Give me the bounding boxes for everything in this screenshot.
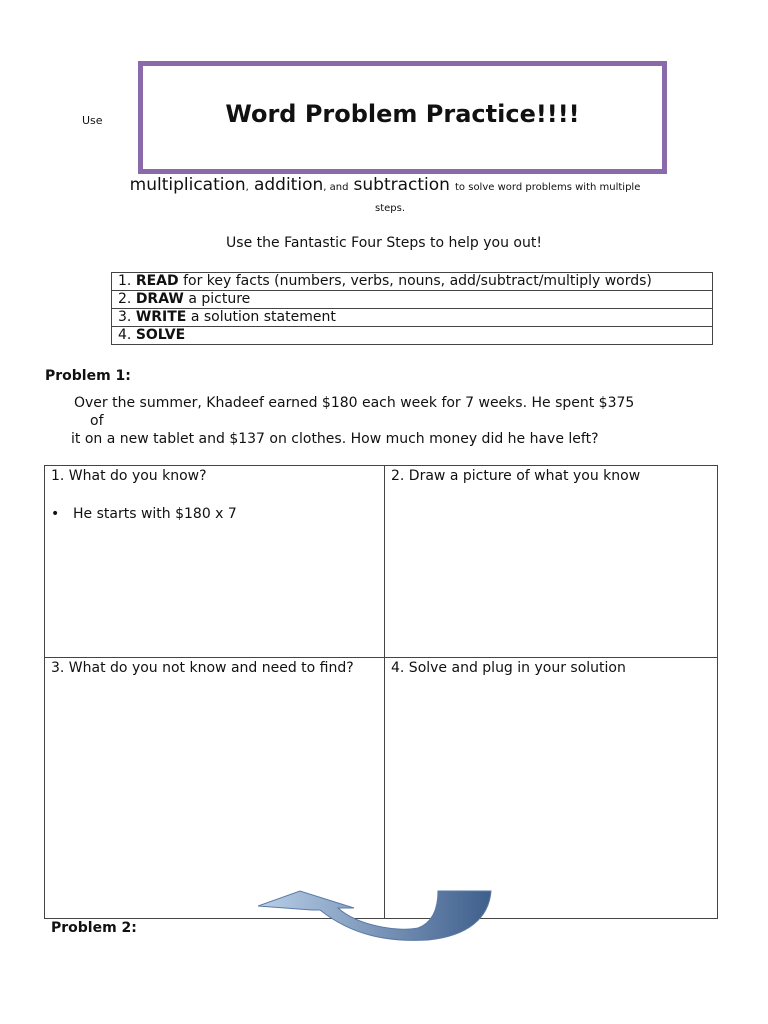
- problem-1-line-2: of: [90, 413, 104, 429]
- step-keyword: SOLVE: [135, 327, 186, 343]
- curved-arrow-icon: [258, 888, 494, 942]
- grid-cell-solve[interactable]: [385, 658, 717, 918]
- step-row: [112, 291, 713, 309]
- step-row: [112, 327, 713, 345]
- bullet-icon: •: [51, 506, 60, 522]
- op-separator-2: , and: [323, 182, 349, 193]
- step-number: 3.: [118, 309, 132, 325]
- grid-cell-know[interactable]: [45, 466, 385, 658]
- problem-1-grid: [44, 465, 718, 919]
- problem-1-heading: Problem 1:: [45, 368, 131, 384]
- step-number: 4.: [118, 327, 132, 343]
- step-row: [112, 309, 713, 327]
- op-addition: addition: [253, 175, 324, 195]
- op-separator-1: ,: [245, 182, 249, 193]
- step-text: a solution statement: [190, 309, 336, 325]
- step-text: a picture: [188, 291, 251, 307]
- use-label: Use: [82, 114, 103, 127]
- step-keyword: DRAW: [135, 291, 184, 307]
- list-item: [51, 505, 378, 523]
- step-keyword: READ: [135, 273, 179, 289]
- op-subtraction: subtraction: [353, 175, 450, 195]
- op-multiplication: multiplication: [129, 175, 246, 195]
- title-box: [138, 61, 667, 174]
- problem-1-line-1: Over the summer, Khadeef earned $180 each week for 7 weeks. He spent $375: [74, 395, 635, 411]
- grid-question-4: 4. Solve and plug in your solution: [391, 660, 626, 676]
- grid-question-1: 1. What do you know?: [51, 468, 207, 484]
- step-number: 1.: [118, 273, 132, 289]
- grid-cell-find[interactable]: [45, 658, 385, 918]
- bullet-text: He starts with $180 x 7: [73, 506, 237, 522]
- operations-line: [40, 174, 730, 199]
- grid-cell-draw[interactable]: [385, 466, 717, 658]
- steps-table: [111, 272, 713, 345]
- operations-tail-continued: steps.: [374, 203, 406, 214]
- fantastic-four-line: Use the Fantastic Four Steps to help you out!: [226, 235, 542, 251]
- step-text: for key facts (numbers, verbs, nouns, add/subtract/multiply words): [183, 273, 652, 289]
- grid-question-2: 2. Draw a picture of what you know: [391, 468, 641, 484]
- step-number: 2.: [118, 291, 132, 307]
- step-keyword: WRITE: [135, 309, 187, 325]
- problem-2-heading: Problem 2:: [51, 920, 137, 936]
- page-title: Word Problem Practice!!!!: [225, 99, 580, 128]
- step-row: [112, 273, 713, 291]
- operations-tail: to solve word problems with multiple: [455, 182, 641, 193]
- problem-1-line-3: it on a new tablet and $137 on clothes. How much money did he have left?: [71, 431, 599, 447]
- problem-1-text: [71, 394, 714, 448]
- grid-question-3: 3. What do you not know and need to find?: [51, 660, 354, 676]
